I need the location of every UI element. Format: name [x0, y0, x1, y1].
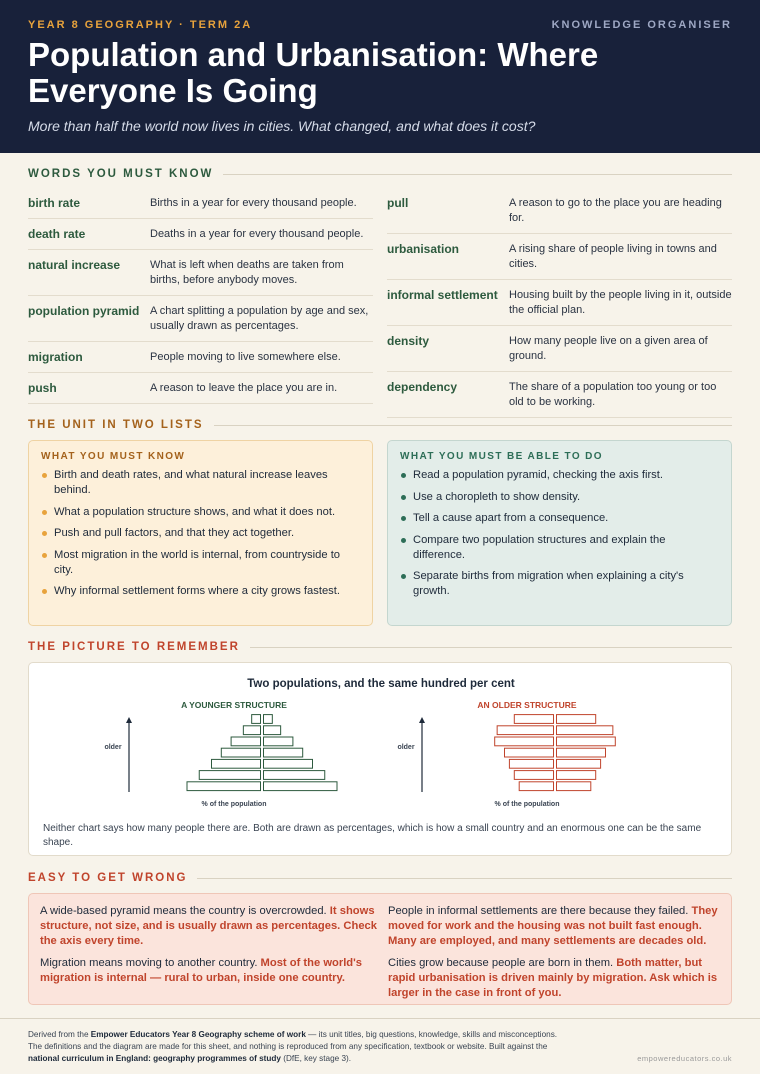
younger-bar-right-band-5 — [264, 737, 293, 746]
younger-bar-left-band-2 — [199, 771, 260, 780]
list-item: Tell a cause apart from a consequence. — [400, 511, 719, 526]
younger-structure-label: A YOUNGER STRUCTURE — [181, 700, 287, 710]
know-list — [41, 468, 360, 599]
vocab-row — [387, 188, 732, 234]
vocab-definition: A rising share of people living in towns and cities. — [509, 243, 717, 270]
older-bar-right-band-4 — [557, 748, 606, 757]
misconception-item — [40, 956, 378, 986]
older-bar-left-band-3 — [509, 759, 553, 768]
vocab-term: dependency — [387, 380, 458, 394]
misconception-claim: People in informal settlements are there because they failed. — [388, 905, 689, 917]
vocab-row — [28, 296, 373, 342]
list-item: Why informal settlement forms where a city grows fastest. — [41, 584, 360, 599]
older-bar-right-band-6 — [557, 726, 613, 735]
vocab-heading — [28, 168, 732, 180]
pyramid-charts — [29, 693, 733, 843]
vocab-term: urbanisation — [387, 242, 460, 256]
vocab-heading-text: WORDS YOU MUST KNOW — [28, 168, 214, 180]
vocab-term: death rate — [28, 227, 86, 241]
younger-bar-left-band-6 — [243, 726, 260, 735]
older-bar-left-band-7 — [514, 715, 553, 724]
vocab-list-left — [28, 188, 373, 404]
older-bar-right-band-7 — [557, 715, 596, 724]
page-title: Population and Urbanisation: Where Everyone Is Going — [28, 36, 599, 109]
vocab-definition: Housing built by the people living in it, outside the official plan. — [509, 289, 732, 316]
pyramid-figure — [28, 662, 732, 856]
wrong-heading-text: EASY TO GET WRONG — [28, 872, 188, 884]
younger-bar-right-band-4 — [264, 748, 303, 757]
list-item: Separate births from migration when explaining a city's growth. — [400, 569, 719, 599]
source-text: Derived from the — [28, 1030, 91, 1039]
younger-bar-left-band-1 — [187, 782, 261, 791]
older-bar-left-band-1 — [519, 782, 553, 791]
misconception-correction: It shows structure, not size, and is usually drawn as percentages. Check the axis every time. — [40, 905, 377, 947]
vocab-row — [387, 280, 732, 326]
older-pyramid-bars — [495, 715, 616, 791]
misconception-claim: Migration means moving to another country. — [40, 957, 258, 969]
vocab-term: informal settlement — [387, 288, 498, 302]
older-axis-label: older — [397, 744, 415, 751]
younger-pyramid-bars — [187, 715, 337, 791]
lists-heading-text: THE UNIT IN TWO LISTS — [28, 419, 204, 431]
younger-bar-left-band-5 — [231, 737, 260, 746]
wrong-heading — [28, 872, 732, 884]
younger-bar-right-band-6 — [264, 726, 281, 735]
divider — [214, 425, 732, 426]
older-bar-right-band-1 — [557, 782, 591, 791]
lists-heading — [28, 419, 732, 431]
older-bar-left-band-5 — [495, 737, 554, 746]
misconception-item — [388, 956, 726, 1001]
misconception-item — [388, 904, 726, 949]
younger-x-label: % of the population — [201, 801, 267, 808]
older-bar-right-band-5 — [557, 737, 616, 746]
picture-heading-text: THE PICTURE TO REMEMBER — [28, 641, 240, 653]
source-text: (DfE, key stage 3). — [280, 1054, 352, 1063]
list-item: Most migration in the world is internal, from countryside to city. — [41, 548, 360, 578]
source-note — [28, 1029, 558, 1065]
vocab-row — [28, 188, 373, 219]
misconceptions-box — [28, 893, 732, 1005]
older-x-label: % of the population — [494, 801, 560, 808]
younger-bar-right-band-1 — [264, 782, 338, 791]
vocab-term: population pyramid — [28, 304, 140, 318]
picture-heading — [28, 641, 732, 653]
younger-bar-right-band-7 — [264, 715, 273, 724]
vocab-term: density — [387, 334, 430, 348]
vocab-definition: How many people live on a given area of ground. — [509, 335, 708, 362]
misconceptions-right — [388, 904, 726, 1008]
figure-caption: Neither chart says how many people there are. Both are drawn as percentages, which is how a small country and an enormous one can be the same shape. — [43, 823, 702, 848]
do-box — [387, 440, 732, 626]
list-item: Compare two population structures and explain the difference. — [400, 533, 719, 563]
figure-title: Two populations, and the same hundred per cent — [247, 678, 515, 690]
page-subtitle: More than half the world now lives in cities. What changed, and what does it cost? — [28, 118, 536, 134]
know-box — [28, 440, 373, 626]
vocab-term: push — [28, 381, 57, 395]
vocab-row — [28, 250, 373, 296]
arrow-up-icon — [419, 717, 425, 723]
vocab-list-right — [387, 188, 732, 418]
vocab-row — [387, 234, 732, 280]
vocab-definition: People moving to live somewhere else. — [150, 351, 341, 363]
misconception-claim: A wide-based pyramid means the country is overcrowded. — [40, 905, 327, 917]
vocab-definition: Deaths in a year for every thousand people. — [150, 228, 364, 240]
list-item: Read a population pyramid, checking the axis first. — [400, 468, 719, 483]
divider — [250, 647, 732, 648]
divider — [197, 878, 732, 879]
do-list — [400, 468, 719, 599]
vocab-definition: Births in a year for every thousand people. — [150, 197, 357, 209]
vocab-term: birth rate — [28, 196, 81, 210]
vocab-row — [28, 373, 373, 404]
source-text: — its unit titles, big questions, knowledge, skills and misconceptions. The definitions and the diagram are made for this sheet, and nothing is reproduced from any specification, textbook or website. Built against the — [28, 1030, 558, 1051]
list-item: Push and pull factors, and that they act together. — [41, 526, 360, 541]
list-item: Birth and death rates, and what natural increase leaves behind. — [41, 468, 360, 498]
older-bar-right-band-3 — [557, 759, 601, 768]
misconception-correction: Both matter, but rapid urbanisation is driven mainly by migration. Ask which is larger in the case in front of you. — [388, 957, 718, 999]
vocab-definition: What is left when deaths are taken from births, before anybody moves. — [150, 259, 344, 286]
vocab-row — [28, 342, 373, 373]
younger-bar-left-band-3 — [212, 759, 261, 768]
misconception-item — [40, 904, 378, 949]
vocab-definition: A reason to go to the place you are heading for. — [509, 197, 722, 224]
document-type: KNOWLEDGE ORGANISER — [551, 19, 732, 31]
footer-url: empowereducators.co.uk — [637, 1054, 732, 1063]
older-bar-left-band-2 — [514, 771, 553, 780]
younger-axis-label: older — [104, 744, 122, 751]
divider — [223, 174, 732, 175]
younger-bar-right-band-2 — [264, 771, 325, 780]
older-bar-left-band-6 — [497, 726, 553, 735]
misconceptions-left — [40, 904, 378, 993]
vocab-term: migration — [28, 350, 83, 364]
vocab-definition: The share of a population too young or too old to be working. — [509, 381, 717, 408]
source-scheme: Empower Educators Year 8 Geography scheme of work — [90, 1030, 306, 1039]
know-title: WHAT YOU MUST KNOW — [41, 451, 186, 462]
younger-bar-left-band-7 — [252, 715, 261, 724]
source-curriculum: national curriculum in England: geography programmes of study — [28, 1054, 281, 1063]
course-kicker: YEAR 8 GEOGRAPHY · TERM 2A — [28, 19, 253, 31]
vocab-term: pull — [387, 196, 409, 210]
footer — [0, 1018, 760, 1074]
vocab-definition: A reason to leave the place you are in. — [150, 382, 338, 394]
older-bar-left-band-4 — [505, 748, 554, 757]
vocab-definition: A chart splitting a population by age and sex, usually drawn as percentages. — [150, 305, 369, 332]
vocab-row — [387, 372, 732, 418]
vocab-term: natural increase — [28, 258, 121, 272]
do-title: WHAT YOU MUST BE ABLE TO DO — [400, 451, 603, 462]
younger-bar-left-band-4 — [221, 748, 260, 757]
misconception-correction: They moved for work and the housing was not built fast enough. Many are employed, and many settlements are decades old. — [388, 905, 718, 947]
list-item: Use a choropleth to show density. — [400, 490, 719, 505]
misconception-correction: Most of the world's migration is internal — rural to urban, inside one country. — [40, 957, 363, 984]
younger-bar-right-band-3 — [264, 759, 313, 768]
misconception-claim: Cities grow because people are born in them. — [388, 957, 614, 969]
vocab-row — [387, 326, 732, 372]
older-structure-label: AN OLDER STRUCTURE — [477, 700, 577, 710]
list-item: What a population structure shows, and what it does not. — [41, 505, 360, 520]
older-bar-right-band-2 — [557, 771, 596, 780]
vocab-row — [28, 219, 373, 250]
arrow-up-icon — [126, 717, 132, 723]
header-banner — [0, 0, 760, 153]
